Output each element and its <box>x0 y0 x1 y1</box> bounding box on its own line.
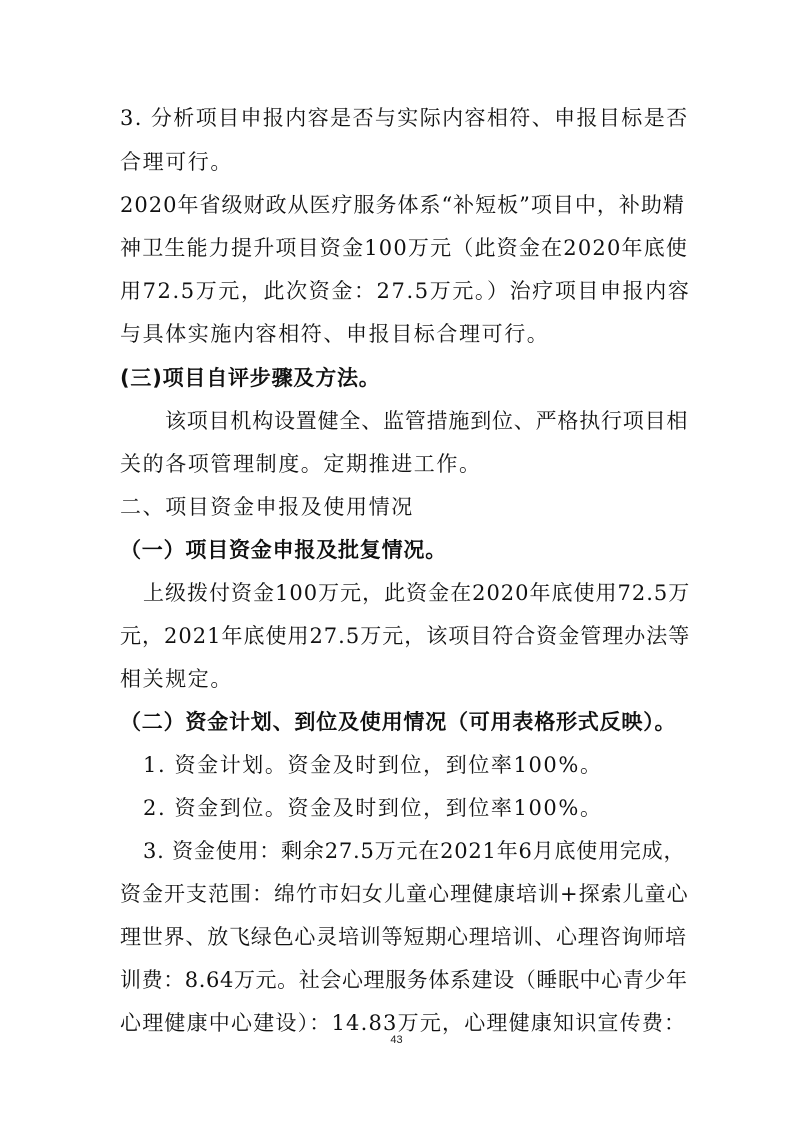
section-heading: 二、项目资金申报及使用情况 <box>120 495 414 519</box>
list-item: 1. 资金计划。资金及时到位，到位率100%。 <box>143 753 603 777</box>
paragraph-line: 该项目机构设置健全、监管措施到位、严格执行项目相 <box>165 409 689 433</box>
section-heading: （二）资金计划、到位及使用情况（可用表格形式反映）。 <box>120 710 677 734</box>
list-item: 2. 资金到位。资金及时到位，到位率100%。 <box>143 796 603 820</box>
paragraph-line: 关的各项管理制度。定期推进工作。 <box>120 452 482 476</box>
paragraph-line: 神卫生能力提升项目资金100万元（此资金在2020年底使 <box>120 236 689 260</box>
paragraph-line: 心理健康中心建设）：14.83万元，心理健康知识宣传费： <box>120 1011 687 1035</box>
paragraph-line: 相关规定。 <box>120 667 233 691</box>
paragraph-line: 与具体实施内容相符、申报目标合理可行。 <box>120 322 550 346</box>
paragraph-line: 理世界、放飞绿色心灵培训等短期心理培训、心理咨询师培 <box>120 925 687 949</box>
paragraph-line: 用72.5万元，此次资金：27.5万元。）治疗项目申报内容 <box>120 279 691 303</box>
section-heading: (三)项目自评步骤及方法。 <box>120 366 381 390</box>
paragraph-line: 合理可行。 <box>120 150 233 174</box>
page-number: 43 <box>390 1034 403 1046</box>
paragraph-line: 元，2021年底使用27.5万元，该项目符合资金管理办法等 <box>120 624 691 648</box>
section-heading: （一）项目资金申报及批复情况。 <box>120 538 447 562</box>
paragraph-line: 3. 分析项目申报内容是否与实际内容相符、申报目标是否 <box>120 106 689 130</box>
paragraph-line: 2020年省级财政从医疗服务体系“补短板”项目中，补助精 <box>120 193 685 217</box>
list-item: 3. 资金使用：剩余27.5万元在2021年6月底使用完成， <box>143 839 686 863</box>
paragraph-line: 上级拨付资金100万元，此资金在2020年底使用72.5万 <box>143 581 691 605</box>
paragraph-line: 资金开支范围：绵竹市妇女儿童心理健康培训+探索儿童心 <box>120 882 689 906</box>
paragraph-line: 训费：8.64万元。社会心理服务体系建设（睡眠中心青少年 <box>120 968 688 992</box>
